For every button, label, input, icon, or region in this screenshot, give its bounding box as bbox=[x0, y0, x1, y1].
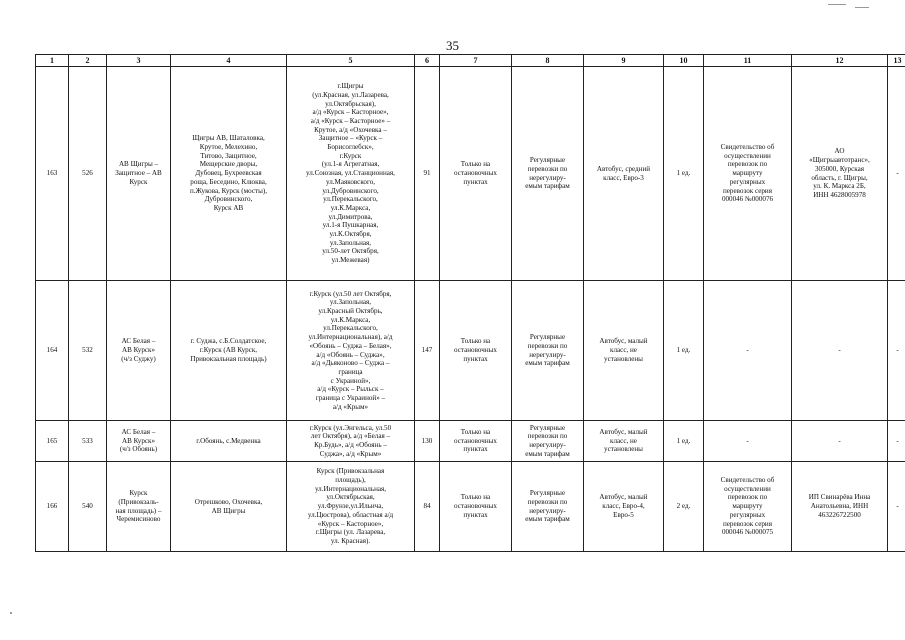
route-name: АВ Щигры – Защитное – АВ Курск bbox=[107, 67, 171, 281]
table-row bbox=[36, 67, 905, 281]
notes: - bbox=[888, 421, 905, 462]
intermediate-stops: г.Обоянь, с.Медвенка bbox=[171, 421, 287, 462]
column-number: 11 bbox=[704, 55, 792, 67]
column-number: 12 bbox=[792, 55, 888, 67]
route-length: 91 bbox=[415, 67, 440, 281]
transport-type: Регулярные перевозки по нерегулиру- емым тарифам bbox=[512, 281, 584, 421]
route-length: 147 bbox=[415, 281, 440, 421]
notes: - bbox=[888, 281, 905, 421]
record-number: 164 bbox=[36, 281, 69, 421]
carrier: АО «Щигрыавтотранс», 305000, Курская область, г. Щигры, ул. К. Маркса 2Б, ИНН 4628005978 bbox=[792, 67, 888, 281]
vehicle-class: Автобус, средний класс, Евро-3 bbox=[584, 67, 664, 281]
column-number: 8 bbox=[512, 55, 584, 67]
certificate: - bbox=[704, 421, 792, 462]
record-number: 166 bbox=[36, 462, 69, 552]
route-name: АС Белая – АВ Курск» (ч/з Обоянь) bbox=[107, 421, 171, 462]
column-number: 10 bbox=[664, 55, 704, 67]
vehicle-count: 2 ед. bbox=[664, 462, 704, 552]
route-length: 84 bbox=[415, 462, 440, 552]
table-row bbox=[36, 421, 905, 462]
certificate: Свидетельство об осуществлении перевозок по маршруту регулярных перевозок серия 000046 №000075 bbox=[704, 462, 792, 552]
vehicle-count: 1 ед. bbox=[664, 67, 704, 281]
vehicle-count: 1 ед. bbox=[664, 281, 704, 421]
table-row bbox=[36, 281, 905, 421]
record-number: 165 bbox=[36, 421, 69, 462]
certificate: - bbox=[704, 281, 792, 421]
column-number-row bbox=[36, 55, 905, 67]
route-name: АС Белая – АВ Курск» (ч/з Суджу) bbox=[107, 281, 171, 421]
intermediate-stops: Щигры АВ, Шаталовка, Крутое, Мелехино, Титово, Защитное, Мещерские дворы, Дубовец, Бухреевская роща, Беседино, Клюква, п.Жукова, Курск (мосты), Дубровинского, Курск АВ bbox=[171, 67, 287, 281]
boarding-procedure: Только на остановочных пунктах bbox=[440, 281, 512, 421]
route-streets: Курск (Привокзальная площадь), ул.Интернациональная, ул.Октябрьская, ул.Фрунзе,ул.Ильича, ул.Цюстрова), областная а/д «Курск – Касторное», г.Щигры (ул. Лазарева, ул. Красная). bbox=[287, 462, 415, 552]
route-number: 540 bbox=[69, 462, 107, 552]
vehicle-count: 1 ед. bbox=[664, 421, 704, 462]
column-number: 4 bbox=[171, 55, 287, 67]
route-streets: г.Щигры (ул.Красная, ул.Лазарева, ул.Октябрьская), а/д «Курск – Касторное», а/д «Курск – Касторное» – Крутое, а/д «Охочевка – Защитное – «Курск – Борисоглебск», г.Курск (ул.1-я Агрегатная, ул.Союзная, ул.Станционная, ул.Маяковского, ул.Дубровинского, ул.Перекальского, ул.К.Маркса, ул.Димитрова, ул.1-я Пушкарная, ул.К.Октября, ул.Запольная, ул.50-лет Октября, ул.Межевая) bbox=[287, 67, 415, 281]
route-length: 130 bbox=[415, 421, 440, 462]
transport-type: Регулярные перевозки по нерегулиру- емым тарифам bbox=[512, 462, 584, 552]
scan-mark bbox=[10, 612, 12, 614]
column-number: 2 bbox=[69, 55, 107, 67]
record-number: 163 bbox=[36, 67, 69, 281]
column-number: 5 bbox=[287, 55, 415, 67]
certificate: Свидетельство об осуществлении перевозок по маршруту регулярных перевозок серия 000046 №000076 bbox=[704, 67, 792, 281]
route-name: Курск (Привокзаль- ная площадь) – Черемисиново bbox=[107, 462, 171, 552]
column-number: 7 bbox=[440, 55, 512, 67]
column-number: 3 bbox=[107, 55, 171, 67]
column-number: 9 bbox=[584, 55, 664, 67]
vehicle-class: Автобус, малый класс, Евро-4, Евро-5 bbox=[584, 462, 664, 552]
column-number: 1 bbox=[36, 55, 69, 67]
scan-mark bbox=[828, 4, 846, 5]
carrier: - bbox=[792, 421, 888, 462]
route-number: 533 bbox=[69, 421, 107, 462]
intermediate-stops: Отрешково, Охочевка, АВ Щигры bbox=[171, 462, 287, 552]
notes: - bbox=[888, 462, 905, 552]
column-number: 6 bbox=[415, 55, 440, 67]
boarding-procedure: Только на остановочных пунктах bbox=[440, 421, 512, 462]
route-streets: г.Курск (ул.Энгельса, ул.50 лет Октября), а/д «Белая – Кр.Будь», а/д «Обоянь – Суджа», а/д «Крым» bbox=[287, 421, 415, 462]
route-registry-table bbox=[35, 54, 905, 552]
vehicle-class: Автобус, малый класс, не установлены bbox=[584, 421, 664, 462]
transport-type: Регулярные перевозки по нерегулиру- емым тарифам bbox=[512, 67, 584, 281]
column-number: 13 bbox=[888, 55, 905, 67]
vehicle-class: Автобус, малый класс, не установлены bbox=[584, 281, 664, 421]
table-row bbox=[36, 462, 905, 552]
boarding-procedure: Только на остановочных пунктах bbox=[440, 462, 512, 552]
scan-mark bbox=[855, 7, 869, 8]
transport-type: Регулярные перевозки по нерегулиру- емым тарифам bbox=[512, 421, 584, 462]
intermediate-stops: г. Суджа, с.Б.Солдатское, г.Курск (АВ Курск, Привокзальная площадь) bbox=[171, 281, 287, 421]
boarding-procedure: Только на остановочных пунктах bbox=[440, 67, 512, 281]
notes: - bbox=[888, 67, 905, 281]
route-streets: г.Курск (ул.50 лет Октября, ул.Запольная, ул.Красный Октябрь, ул.К.Маркса, ул.Перекальского, ул.Интернациональная), а/д «Обоянь – Суджа – Белая», а/д «Обоянь – Суджа», а/д «Дьяконово – Суджа – граница с Украиной», а/д «Курск – Рыльск – граница с Украиной» – а/д «Крым» bbox=[287, 281, 415, 421]
route-number: 532 bbox=[69, 281, 107, 421]
page-number: 35 bbox=[446, 38, 459, 53]
route-number: 526 bbox=[69, 67, 107, 281]
carrier: ИП Свинарёва Инна Анатольевна, ИНН 463226722500 bbox=[792, 462, 888, 552]
carrier: - bbox=[792, 281, 888, 421]
